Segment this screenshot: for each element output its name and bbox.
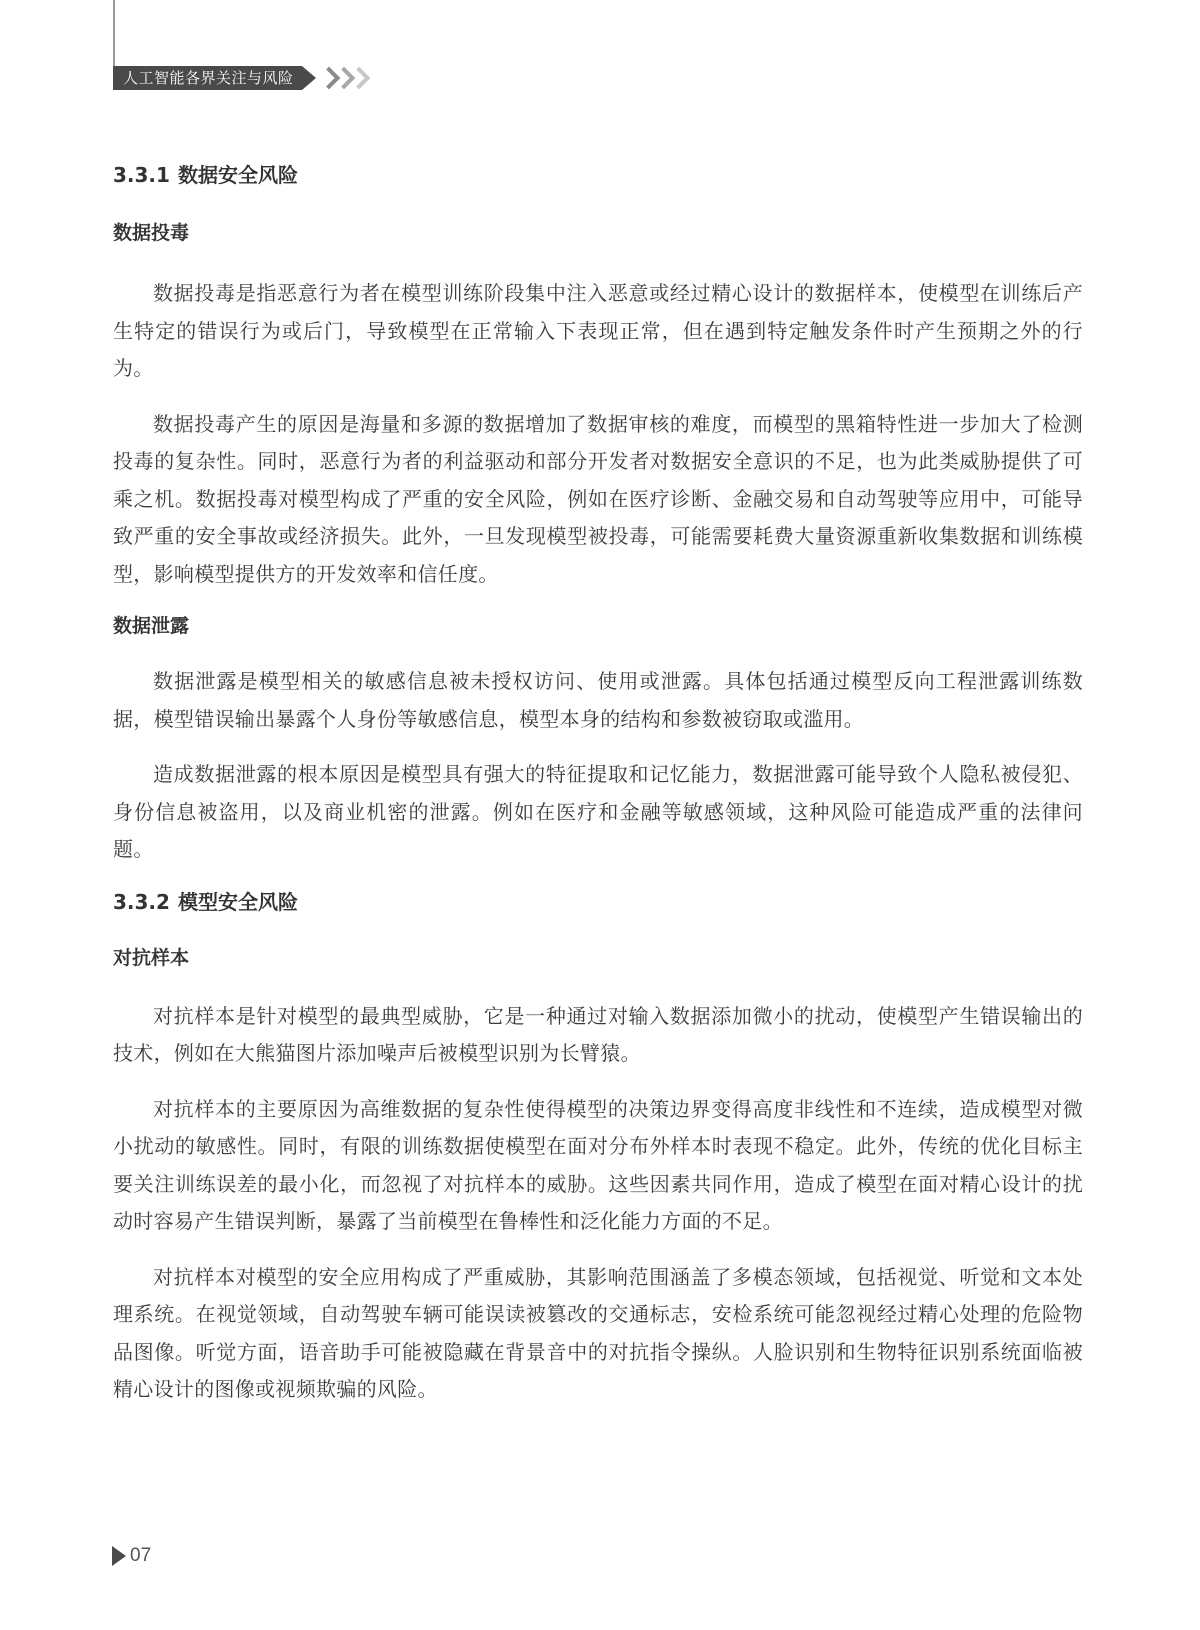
triple-chevron-right-icon — [322, 66, 367, 90]
subsection-heading-data-leakage: 数据泄露 — [113, 615, 190, 637]
paragraph: 数据投毒产生的原因是海量和多源的数据增加了数据审核的难度，而模型的黑箱特性进一步加大了检测投毒的复杂性。同时，恶意行为者的利益驱动和部分开发者对数据安全意识的不足，也为此类威胁提供了可乘之机。数据投毒对模型构成了严重的安全风险，例如在医疗诊断、金融交易和自动驾驶等应用中，可能导致严重的安全事故或经济损失。此外，一旦发现模型被投毒，可能需要耗费大量资源重新收集数据和训练模型，影响模型提供方的开发效率和信任度。 — [113, 411, 1083, 586]
page-footer — [112, 1544, 151, 1568]
paragraph: 造成数据泄露的根本原因是模型具有强大的特征提取和记忆能力，数据泄露可能导致个人隐私被侵犯、身份信息被盗用，以及商业机密的泄露。例如在医疗和金融等敏感领域，这种风险可能造成严重的法律问题。 — [113, 762, 1083, 861]
section-title: 模型安全风险 — [177, 889, 298, 914]
section-number: 3.3.2 — [113, 889, 170, 914]
page-content — [113, 160, 1083, 1409]
section-heading-3-3-1 — [113, 160, 1083, 190]
running-header — [113, 66, 367, 90]
page-number: 07 — [130, 1545, 152, 1566]
paragraph: 对抗样本对模型的安全应用构成了严重威胁，其影响范围涵盖了多模态领域，包括视觉、听觉和文本处理系统。在视觉领域，自动驾驶车辆可能误读被篡改的交通标志，安检系统可能忽视经过精心处理的危险物品图像。听觉方面，语音助手可能被隐藏在背景音中的对抗指令操纵。人脸识别和生物特征识别系统面临被精心设计的图像或视频欺骗的风险。 — [113, 1264, 1083, 1401]
paragraph: 数据投毒是指恶意行为者在模型训练阶段集中注入恶意或经过精心设计的数据样本，使模型在训练后产生特定的错误行为或后门，导致模型在正常输入下表现正常，但在遇到特定触发条件时产生预期之外的行为。 — [113, 281, 1083, 380]
subsection-heading-adversarial-examples: 对抗样本 — [113, 946, 190, 969]
section-title: 数据安全风险 — [177, 163, 298, 187]
paragraph: 对抗样本是针对模型的最典型威胁，它是一种通过对输入数据添加微小的扰动，使模型产生错误输出的技术，例如在大熊猫图片添加噪声后被模型识别为长臂猿。 — [113, 1003, 1083, 1065]
running-header-title: 人工智能各界关注与风险 — [113, 66, 302, 90]
paragraph: 数据泄露是模型相关的敏感信息被未授权访问、使用或泄露。具体包括通过模型反向工程泄露训练数据，模型错误输出暴露个人身份等敏感信息，模型本身的结构和参数被窃取或滥用。 — [113, 669, 1083, 731]
section-heading-3-3-2 — [113, 887, 1083, 917]
triangle-right-icon — [112, 1546, 126, 1566]
subsection-heading-data-poisoning: 数据投毒 — [113, 222, 190, 244]
header-tag-arrow-icon — [302, 66, 316, 90]
paragraph: 对抗样本的主要原因为高维数据的复杂性使得模型的决策边界变得高度非线性和不连续，造成模型对微小扰动的敏感性。同时，有限的训练数据使模型在面对分布外样本时表现不稳定。此外，传统的优化目标主要关注训练误差的最小化，而忽视了对抗样本的威胁。这些因素共同作用，造成了模型在面对精心设计的扰动时容易产生错误判断，暴露了当前模型在鲁棒性和泛化能力方面的不足。 — [113, 1096, 1083, 1233]
section-number: 3.3.1 — [113, 163, 170, 187]
